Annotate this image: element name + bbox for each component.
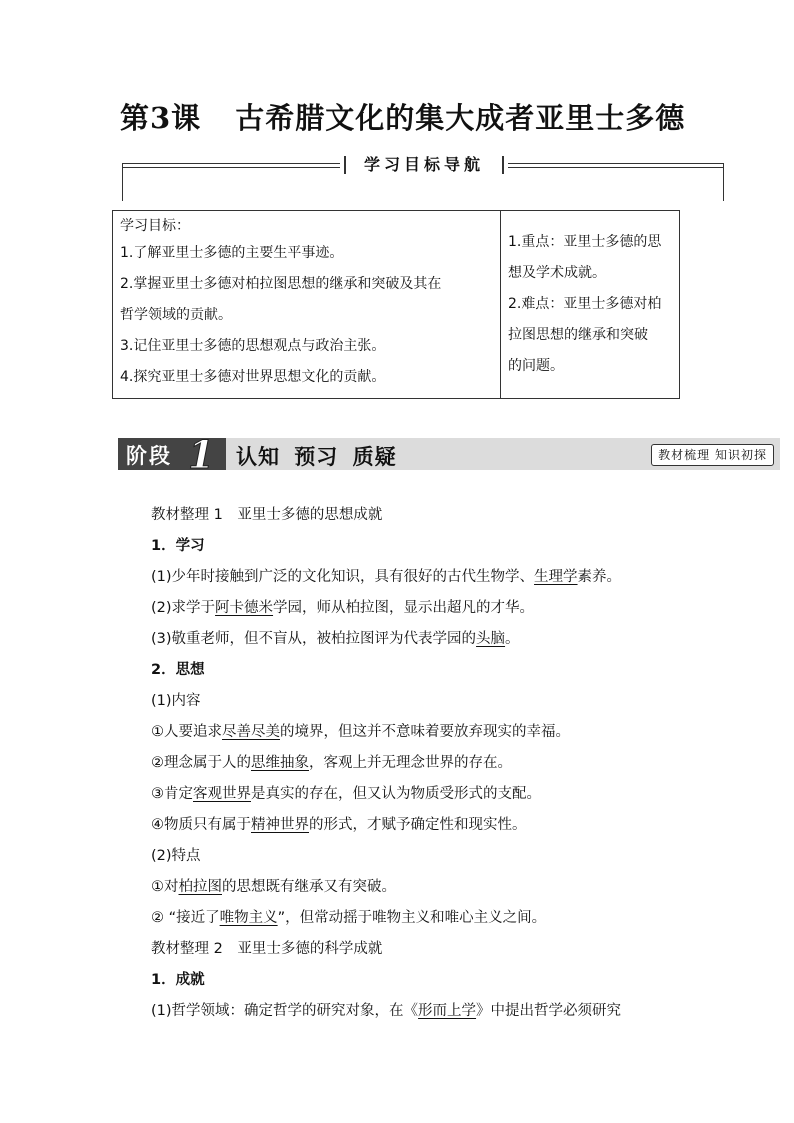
key-point-line: 想及学术成就。 [508,265,606,281]
content-line: ①人要追求尽善尽美的境界，但这并不意味着要放弃现实的幸福。 [151,724,570,740]
goal-line: 4.探究亚里士多德对世界思想文化的贡献。 [120,369,386,385]
content-line: (2)特点 [151,848,201,864]
stage-banner [118,432,780,477]
lesson-number: 第3课 [120,101,202,135]
fill-answer: 思维抽象 [251,755,309,771]
study-goal-nav-header [122,152,724,202]
fill-answer: 头脑 [476,631,506,647]
key-point-line: 的问题。 [508,358,564,374]
fill-answer: 客观世界 [193,786,251,802]
content-line: (1)哲学领域：确定哲学的研究对象，在《形而上学》中提出哲学必须研究 [151,1003,622,1019]
key-point-line: 拉图思想的继承和突破 [508,327,648,343]
content-line: ③肯定客观世界是真实的存在，但又认为物质受形式的支配。 [151,786,541,802]
stage-tag: 教材梳理 知识初探 [651,444,774,466]
content-line: ② “接近了唯物主义”，但常动摇于唯物主义和唯心主义之间。 [151,910,547,926]
section-title: 教材整理 1 亚里士多德的思想成就 [151,507,383,523]
fill-answer: 形而上学 [418,1003,477,1019]
key-point-line: 2.难点：亚里士多德对柏 [508,296,662,312]
content-line: ④物质只有属于精神世界的形式，才赋予确定性和现实性。 [151,817,527,833]
stage-prefix: 阶段 [126,444,172,468]
fill-answer: 尽善尽美 [222,724,280,740]
subheading: 1．学习 [151,538,205,554]
content-line: ②理念属于人的思维抽象，客观上并无理念世界的存在。 [151,755,512,771]
subheading: 2．思想 [151,662,205,678]
fill-answer: 阿卡德米 [215,600,274,616]
page-title [120,96,685,137]
fill-answer: 生理学 [534,569,578,585]
goals-left-cell [113,211,501,398]
fill-answer: 柏拉图 [178,879,222,895]
stage-number: 1 [188,432,215,477]
goal-line: 哲学领域的贡献。 [120,307,232,323]
content-line: (1)内容 [151,693,201,709]
section-title: 教材整理 2 亚里士多德的科学成就 [151,941,383,957]
nav-label: 学习目标导航 [340,152,508,178]
lesson-name: 古希腊文化的集大成者亚里士多德 [235,101,686,135]
goal-line: 学习目标： [120,218,190,234]
content-line: (1)少年时接触到广泛的文化知识，具有很好的古代生物学、生理学素养。 [151,569,622,585]
fill-answer: 精神世界 [251,817,309,833]
goal-line: 2.掌握亚里士多德对柏拉图思想的继承和突破及其在 [120,276,442,292]
goals-right-cell [501,211,679,382]
study-goals-table [112,210,680,399]
key-point-line: 1.重点：亚里士多德的思 [508,234,662,250]
content-body [151,500,691,1027]
fill-answer: 唯物主义 [219,910,278,926]
goal-line: 1.了解亚里士多德的主要生平事迹。 [120,245,344,261]
content-line: (3)敬重老师，但不盲从，被柏拉图评为代表学园的头脑。 [151,631,520,647]
content-line: (2)求学于阿卡德米学园，师从柏拉图，显示出超凡的才华。 [151,600,535,616]
stage-name: 认知 预习 质疑 [236,444,397,469]
goal-line: 3.记住亚里士多德的思想观点与政治主张。 [120,338,386,354]
content-line: ①对柏拉图的思想既有继承又有突破。 [151,879,396,895]
subheading: 1．成就 [151,972,205,988]
